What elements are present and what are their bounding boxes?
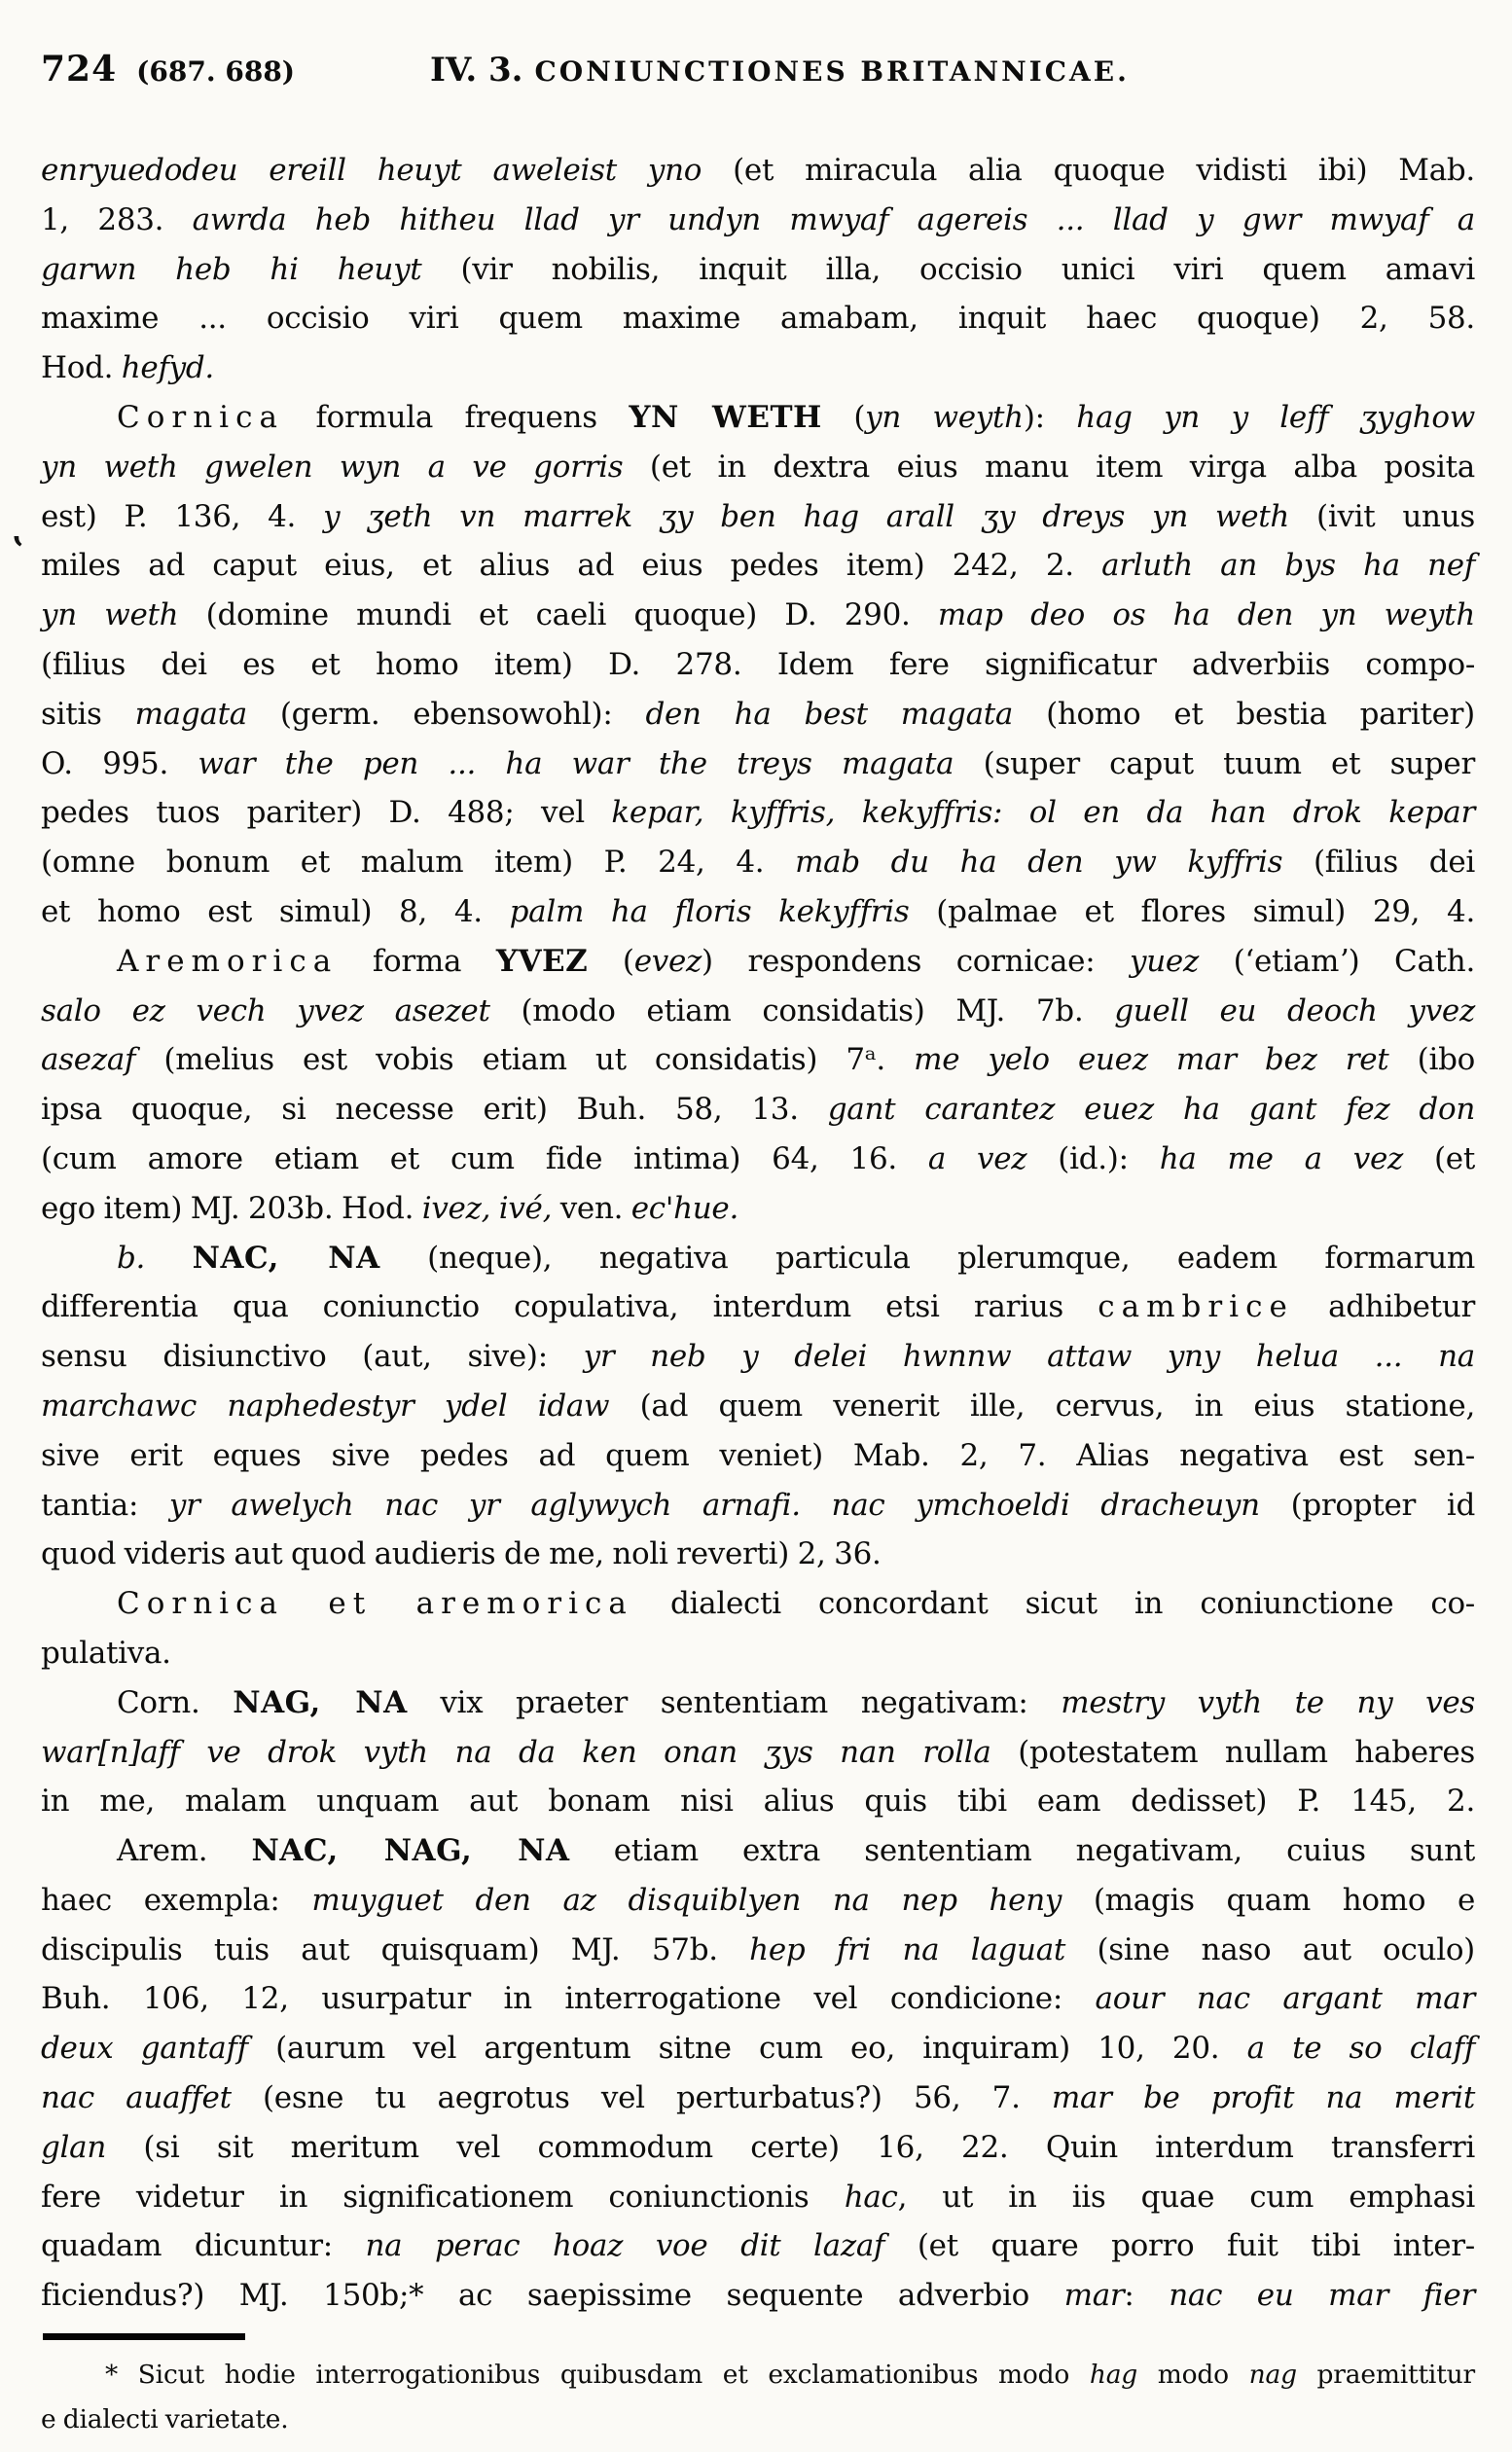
page-body xyxy=(41,146,1475,2321)
latin-text: (si sit meritum vel commodum certe) 16, 22. Quin interdum transferri xyxy=(143,2129,1476,2165)
spaced-term: cambrice xyxy=(1098,1289,1294,1325)
latin-text: (omne bonum et malum item) P. 24, 4. xyxy=(41,845,796,881)
text-line xyxy=(41,1826,1475,1876)
celtic-citation: mab du ha den yw kyffris xyxy=(795,845,1314,881)
keyword-caps: NAG, NA xyxy=(233,1684,408,1720)
latin-text: ( xyxy=(821,399,866,435)
text-line xyxy=(41,1728,1475,1778)
celtic-citation: a te so claff xyxy=(1246,2031,1476,2067)
latin-text: ficiendus?) MJ. 150b;* ac saepissime sequente adverbio xyxy=(41,2278,1064,2314)
latin-text: (neque), negativa particula plerumque, eadem formarum xyxy=(379,1240,1475,1276)
celtic-citation: marchawc naphedestyr ydel idaw xyxy=(41,1388,640,1424)
text-line xyxy=(41,1282,1475,1332)
running-title xyxy=(430,51,1130,90)
text-line xyxy=(41,1481,1475,1531)
celtic-citation: mestry vyth te ny ves xyxy=(1061,1684,1475,1720)
text-line xyxy=(41,1184,1475,1234)
celtic-citation: kepar, kyffris, kekyffris: ol en da han drok kepar xyxy=(611,795,1475,831)
latin-text: sitis xyxy=(41,696,135,732)
celtic-citation: yn weyth xyxy=(865,399,1024,435)
latin-text: haec exempla: xyxy=(41,1882,312,1918)
latin-text: (super caput tuum et super xyxy=(983,745,1475,781)
latin-text: 1, 283. xyxy=(41,201,193,237)
latin-text: , ut in iis quae cum emphasi xyxy=(897,2179,1475,2215)
latin-text: (sine naso aut oculo) xyxy=(1097,1931,1475,1967)
latin-text: Hod. xyxy=(41,350,122,386)
celtic-citation: yr neb y delei hwnnw attaw yny helua ... na xyxy=(583,1339,1475,1375)
latin-text: maxime ... occisio viri quem maxime amabam, inquit haec quoque) 2, 58. xyxy=(41,301,1475,337)
celtic-citation: hefyd. xyxy=(121,350,214,386)
celtic-citation: salo ez vech yvez asezet xyxy=(41,992,522,1028)
latin-text: in me, malam unquam aut bonam nisi alius quis tibi eam dedisset) P. 145, 2. xyxy=(41,1784,1475,1820)
celtic-citation: war[n]aff ve drok vyth na da ken onan ʒys nan rolla xyxy=(41,1734,1019,1770)
latin-text: (et in dextra eius manu item virga alba posita xyxy=(649,449,1475,485)
page-number: 724 xyxy=(41,49,118,90)
latin-text: ( xyxy=(588,943,634,979)
text-line xyxy=(41,1382,1475,1431)
celtic-citation: palm ha floris kekyffris xyxy=(509,893,937,929)
text-line xyxy=(41,690,1475,739)
celtic-citation: garwn heb hi heuyt xyxy=(41,251,461,287)
celtic-citation: nac eu mar fier xyxy=(1169,2278,1475,2314)
text-line xyxy=(41,1431,1475,1481)
text-line xyxy=(41,1777,1475,1826)
celtic-citation: ivez, ivé, xyxy=(421,1190,560,1226)
keyword-caps: YVEZ xyxy=(495,943,589,979)
footnote-rule xyxy=(43,2333,245,2340)
text-line xyxy=(41,788,1475,838)
latin-text: (et xyxy=(1434,1140,1476,1176)
latin-text: O. 995. xyxy=(41,745,198,781)
celtic-citation: yr awelych nac yr aglywych arnafi. nac ymchoeldi dracheuyn xyxy=(168,1487,1291,1523)
keyword-caps: NAC, NA xyxy=(192,1240,380,1276)
latin-text: sive erit eques sive pedes ad quem veniet) Mab. 2, 7. Alias negativa est sen- xyxy=(41,1437,1475,1473)
latin-text: (domine mundi et caeli quoque) D. 290. xyxy=(205,597,938,633)
celtic-citation: ha me a vez xyxy=(1159,1140,1435,1176)
celtic-citation: glan xyxy=(41,2129,144,2165)
folio-numbers: (687. 688) xyxy=(136,55,296,88)
text-line xyxy=(41,1332,1475,1382)
latin-text: (ad quem venerit ille, cervus, in eius statione, xyxy=(639,1388,1475,1424)
latin-text: pulativa. xyxy=(41,1635,171,1671)
celtic-citation: awrda heb hitheu llad yr undyn mwyaf agereis ... llad y gwr mwyaf a xyxy=(192,201,1475,237)
text-line xyxy=(41,146,1475,196)
celtic-citation: muyguet den az disquiblyen na nep heny xyxy=(311,1882,1094,1918)
celtic-citation: hac xyxy=(844,2179,898,2215)
celtic-citation: deux gantaff xyxy=(41,2031,276,2067)
text-line xyxy=(41,2353,1475,2398)
margin-ink-mark: ʽ xyxy=(12,530,24,571)
latin-text: (et quare porro fuit tibi inter- xyxy=(917,2228,1475,2264)
text-line xyxy=(41,1579,1475,1629)
latin-text: ) respondens cornicae: xyxy=(702,943,1131,979)
latin-text: (cum amore etiam et cum fide intima) 64, 16. xyxy=(41,1140,928,1176)
celtic-citation: magata xyxy=(134,696,280,732)
latin-text: : xyxy=(1124,2278,1170,2314)
text-line xyxy=(41,1926,1475,1975)
latin-text: (ibo xyxy=(1417,1042,1475,1078)
latin-text: formula frequens xyxy=(283,399,630,435)
latin-text: pedes tuos pariter) D. 488; vel xyxy=(41,795,612,831)
celtic-citation: hag xyxy=(1089,2360,1138,2391)
latin-text: e dialecti varietate. xyxy=(41,2404,289,2435)
celtic-citation: hep fri na laguat xyxy=(749,1931,1098,1967)
celtic-citation: na perac hoaz voe dit lazaf xyxy=(365,2228,918,2264)
text-line xyxy=(41,2024,1475,2073)
latin-text: (filius dei es et homo item) D. 278. Idem fere significatur adverbiis compo- xyxy=(41,646,1475,682)
keyword-caps: YN WETH xyxy=(629,399,822,435)
latin-text: miles ad caput eius, et alius ad eius pedes item) 242, 2. xyxy=(41,548,1102,584)
latin-text: dialecti concordant sicut in coniunctione co- xyxy=(632,1586,1475,1622)
text-line xyxy=(41,393,1475,443)
latin-text: etiam extra sententiam negativam, cuius sunt xyxy=(569,1833,1475,1869)
celtic-citation: gant carantez euez ha gant fez don xyxy=(827,1092,1475,1128)
text-line xyxy=(41,1035,1475,1085)
text-line xyxy=(41,1974,1475,2024)
latin-text: differentia qua coniunctio copulativa, interdum etsi rarius xyxy=(41,1289,1098,1325)
celtic-citation: mar be profit na merit xyxy=(1051,2080,1475,2116)
text-line xyxy=(41,2398,1475,2442)
text-line xyxy=(41,987,1475,1036)
celtic-citation: den ha best magata xyxy=(645,696,1047,732)
latin-text: ven. xyxy=(559,1190,631,1226)
text-line xyxy=(41,294,1475,343)
latin-text: * Sicut hodie interrogationibus quibusdam et exclamationibus modo xyxy=(105,2360,1090,2391)
text-line xyxy=(41,2221,1475,2271)
latin-text: vix praeter sententiam negativam: xyxy=(407,1684,1062,1720)
celtic-citation: yn weth gwelen wyn a ve gorris xyxy=(41,449,650,485)
latin-text: fere videtur in significationem coniunctionis xyxy=(41,2179,845,2215)
text-line xyxy=(41,541,1475,591)
text-line xyxy=(41,245,1475,295)
text-line xyxy=(41,937,1475,987)
celtic-citation: y ʒeth vn marrek ʒy ben hag arall ʒy dreys yn weth xyxy=(323,498,1317,534)
latin-text: Arem. xyxy=(117,1833,252,1869)
latin-text: (magis quam homo e xyxy=(1093,1882,1475,1918)
text-line xyxy=(41,1629,1475,1678)
latin-text: (id.): xyxy=(1058,1140,1160,1176)
latin-text: ego item) MJ. 203b. Hod. xyxy=(41,1190,422,1226)
latin-text: (filius dei xyxy=(1313,845,1475,881)
text-line xyxy=(41,1678,1475,1728)
latin-text: (melius est vobis etiam ut considatis) 7ᵃ. xyxy=(163,1042,915,1078)
latin-text: quod videris aut quod audieris de me, noli reverti) 2, 36. xyxy=(41,1536,882,1572)
latin-text: quadam dicuntur: xyxy=(41,2228,366,2264)
celtic-citation: enryuedodeu ereill heuyt aweleist yno xyxy=(41,153,734,188)
celtic-citation: arluth an bys ha nef xyxy=(1101,548,1475,584)
celtic-citation: asezaf xyxy=(41,1042,164,1078)
keyword-caps: NAC, NAG, NA xyxy=(251,1833,570,1869)
footnote-block xyxy=(41,2353,1475,2442)
latin-text: sensu disiunctivo (aut, sive): xyxy=(41,1339,584,1375)
celtic-citation: nac auaffet xyxy=(41,2080,264,2116)
text-line xyxy=(41,2271,1475,2321)
text-line xyxy=(41,2173,1475,2222)
latin-text: (esne tu aegrotus vel perturbatus?) 56, 7. xyxy=(263,2080,1052,2116)
text-line xyxy=(41,1135,1475,1184)
latin-text: (ivit unus xyxy=(1316,498,1475,534)
text-line xyxy=(41,196,1475,245)
spaced-term: Cornica xyxy=(117,399,284,435)
celtic-citation: me yelo euez mar bez ret xyxy=(914,1042,1418,1078)
latin-text: discipulis tuis aut quisquam) MJ. 57b. xyxy=(41,1931,750,1967)
text-line xyxy=(41,739,1475,789)
latin-text: ): xyxy=(1023,399,1077,435)
page-header xyxy=(41,49,1475,91)
latin-text: praemittitur xyxy=(1296,2360,1475,2391)
latin-text: et homo est simul) 8, 4. xyxy=(41,893,510,929)
latin-text: (propter id xyxy=(1290,1487,1475,1523)
text-line xyxy=(41,887,1475,937)
text-line xyxy=(41,443,1475,492)
latin-text: Corn. xyxy=(117,1684,234,1720)
text-line xyxy=(41,838,1475,887)
latin-text: (germ. ebensowohl): xyxy=(279,696,646,732)
latin-text: (potestatem nullam haberes xyxy=(1018,1734,1475,1770)
celtic-citation: map deo os ha den yn weyth xyxy=(937,597,1475,633)
latin-text: (vir nobilis, inquit illa, occisio unici viri quem amavi xyxy=(460,251,1475,287)
text-line xyxy=(41,343,1475,393)
section-number: IV. 3. xyxy=(430,51,523,90)
text-line xyxy=(41,492,1475,542)
celtic-citation: aour nac argant mar xyxy=(1095,1981,1475,2017)
latin-text: forma xyxy=(338,943,496,979)
celtic-citation: a vez xyxy=(927,1140,1059,1176)
latin-text: (ʻetiamʼ) Cath. xyxy=(1233,943,1476,979)
text-line xyxy=(41,1234,1475,1283)
latin-text: (palmae et flores simul) 29, 4. xyxy=(936,893,1475,929)
latin-text: ipsa quoque, si necesse erit) Buh. 58, 13. xyxy=(41,1092,828,1128)
celtic-citation: yuez xyxy=(1130,943,1234,979)
latin-text: (et miracula alia quoque vidisti ibi) Mab. xyxy=(733,153,1475,188)
text-line xyxy=(41,591,1475,640)
celtic-citation: b. xyxy=(117,1240,193,1276)
text-line xyxy=(41,2073,1475,2123)
celtic-citation: hag yn y leff ʒyghow xyxy=(1076,399,1476,435)
latin-text: (homo et bestia pariter) xyxy=(1046,696,1475,732)
text-line xyxy=(41,1530,1475,1579)
latin-text: tantia: xyxy=(41,1487,169,1523)
text-line xyxy=(41,2123,1475,2173)
celtic-citation: guell eu deoch yvez xyxy=(1114,992,1476,1028)
celtic-citation: mar xyxy=(1063,2278,1125,2314)
text-line xyxy=(41,640,1475,690)
celtic-citation: nag xyxy=(1248,2360,1297,2391)
celtic-citation: yn weth xyxy=(41,597,206,633)
latin-text: (modo etiam considatis) MJ. 7b. xyxy=(521,992,1115,1028)
celtic-citation: ec'hue. xyxy=(630,1190,739,1226)
latin-text: (aurum vel argentum sitne cum eo, inquiram) 10, 20. xyxy=(275,2031,1247,2067)
spaced-term: Cornica et aremorica xyxy=(117,1586,633,1622)
latin-text: adhibetur xyxy=(1293,1289,1476,1325)
text-line xyxy=(41,1876,1475,1926)
latin-text: est) P. 136, 4. xyxy=(41,498,324,534)
spaced-term: Aremorica xyxy=(117,943,339,979)
celtic-citation: war the pen ... ha war the treys magata xyxy=(198,745,984,781)
latin-text: Buh. 106, 12, usurpatur in interrogatione vel condicione: xyxy=(41,1981,1096,2017)
latin-text: modo xyxy=(1137,2360,1249,2391)
chapter-title: CONIUNCTIONES BRITANNICAE. xyxy=(534,55,1130,88)
text-line xyxy=(41,1085,1475,1135)
celtic-citation: evez xyxy=(633,943,702,979)
